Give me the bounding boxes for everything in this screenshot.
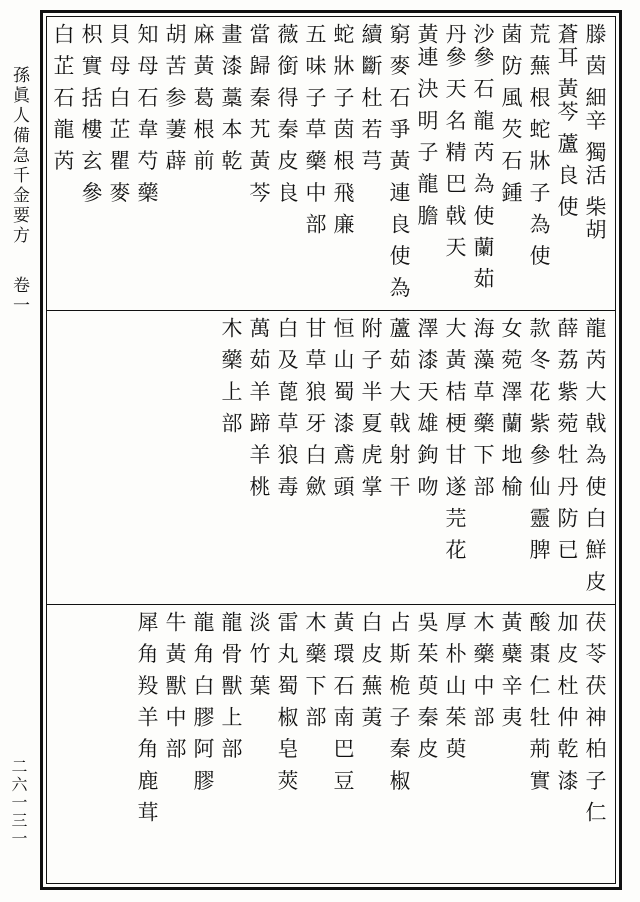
text-column: 知 母 石 韋 芍 藥 <box>135 23 159 205</box>
text-column: 款 冬 花 紫 參 仙 靈 脾 <box>527 317 551 562</box>
text-column: 滕 茵 細辛 獨活 柴胡 <box>583 23 607 242</box>
text-column: 加 皮 杜 仲 乾 漆 <box>555 611 579 793</box>
text-column: 海 藻 草 藥 下 部 <box>471 317 495 499</box>
text-column: 黃 環 石 南 巴 豆 <box>331 611 355 793</box>
text-column: 薛 荔 紫 菀 牡 丹 防 已 <box>555 317 579 562</box>
text-column: 龍 芮 大 戟 為 使 白 鮮 皮 <box>583 317 607 594</box>
text-column: 畫 漆 藁 本 乾 <box>219 23 243 173</box>
text-column: 胡 苦 参 萋 薜 <box>163 23 187 173</box>
page-frame <box>40 10 622 890</box>
text-column: 貝 母 白 芷 瞿 麥 <box>107 23 131 205</box>
text-column: 當 歸 秦 艽 黃 芩 <box>247 23 271 205</box>
text-column: 黃 蘗 辛 夷 <box>499 611 523 730</box>
text-column: 木 藥 中 部 <box>471 611 495 730</box>
text-column: 荒 蕪 根 蛇 牀 子 為 使 <box>527 23 551 268</box>
text-column: 甘 草 狼 牙 白 歛 <box>303 317 327 499</box>
text-column: 蘆 茹 大 戟 射 干 <box>387 317 411 499</box>
text-area <box>46 16 616 884</box>
text-column: 五 味 子 草 藥 中 部 <box>303 23 327 237</box>
text-column: 蛇 牀 子 茵 根 飛 廉 <box>331 23 355 237</box>
text-column: 白 芷 石 龍 芮 <box>51 23 75 173</box>
text-column: 酸 棗 仁 牡 荊 實 <box>527 611 551 793</box>
margin-title <box>10 66 27 316</box>
text-band-middle <box>47 310 615 603</box>
text-column: 龍 角 白 膠 阿 膠 <box>191 611 215 793</box>
text-column: 麻 黃 葛 根 前 <box>191 23 215 173</box>
text-column: 占 斯 桅 子 秦 椒 <box>387 611 411 793</box>
text-band-top <box>47 17 615 309</box>
text-column: 沙參 石 龍 芮 為 使 蘭 茹 <box>471 23 495 291</box>
text-column: 續 斷 杜 若 芎 <box>359 23 383 173</box>
text-column: 蒼耳 黃芩 蘆 良 使 <box>555 23 579 219</box>
text-column: 薇 銜 得 秦 皮 良 <box>275 23 299 205</box>
text-column: 淡 竹 葉 <box>247 611 271 698</box>
text-column: 茯 苓 茯 神 柏 子 仁 <box>583 611 607 825</box>
book-title: 孫眞人備急千金要方 <box>9 66 29 246</box>
text-column: 窮 麥 石 爭 黃 連 良 使 為 <box>387 23 411 300</box>
text-column: 萬 茹 羊 蹄 羊 桃 <box>247 317 271 499</box>
text-column: 恒 山 蜀 漆 鳶 頭 <box>331 317 355 499</box>
text-column: 澤 漆 天 雄 鉤 吻 <box>415 317 439 499</box>
page-number: 二六一三一 <box>9 758 28 848</box>
text-column: 枳 實 括 樓 玄 參 <box>79 23 103 205</box>
text-column: 女 菀 澤 蘭 地 榆 <box>499 317 523 499</box>
text-column: 犀 角 羖 羊 角 鹿 茸 <box>135 611 159 825</box>
text-column: 丹參 天 名 精 巴 戟 天 <box>443 23 467 260</box>
text-column: 黃連 決 明 子 龍 膽 <box>415 23 439 228</box>
text-column: 木 藥 下 部 <box>303 611 327 730</box>
text-column: 附 子 半 夏 虎 掌 <box>359 317 383 499</box>
text-band-bottom <box>47 604 615 890</box>
text-column: 木 藥 上 部 <box>219 317 243 436</box>
text-column: 白 皮 蕪 荑 <box>359 611 383 730</box>
text-column: 菌 防 風 芡 石 鍾 <box>499 23 523 205</box>
text-column: 厚 朴 山 茱 萸 <box>443 611 467 761</box>
text-column: 龍 骨 獸 上 部 <box>219 611 243 761</box>
text-column: 雷 丸 蜀 椒 皂 莢 <box>275 611 299 793</box>
text-column: 白 及 蓖 草 狼 毒 <box>275 317 299 499</box>
volume-label: 卷一 <box>9 276 29 317</box>
text-column: 牛 黃 獸 中 部 <box>163 611 187 761</box>
text-column: 大 黃 桔 梗 甘 遂 芫 花 <box>443 317 467 562</box>
text-column: 吳 茱 萸 秦 皮 <box>415 611 439 761</box>
